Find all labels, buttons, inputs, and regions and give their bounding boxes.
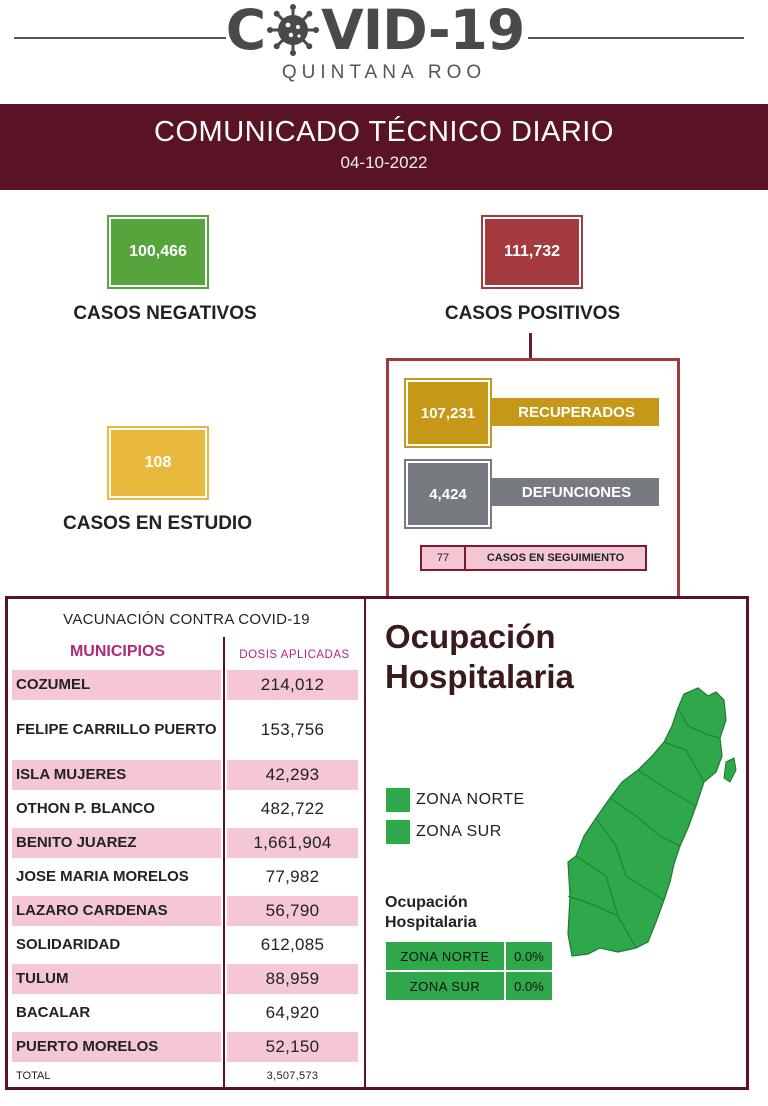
follow-up-cases-label: CASOS EN SEGUIMIENTO <box>466 547 645 569</box>
dosis-value: 64,920 <box>265 1003 320 1022</box>
municipio-name: JOSE MARIA MORELOS <box>16 868 189 885</box>
total-value: 3,507,573 <box>266 1070 319 1082</box>
covid-logo <box>222 0 528 60</box>
dosis-value: 482,722 <box>260 799 325 818</box>
municipio-name: COZUMEL <box>12 670 221 700</box>
municipio-name: BENITO JUAREZ <box>12 828 221 858</box>
positive-cases-label: CASOS POSITIVOS <box>444 303 621 324</box>
dosis-value: 56,790 <box>227 896 358 926</box>
occupancy-table <box>386 942 552 1002</box>
deaths-value-box: 4,424 <box>406 461 490 527</box>
header-rule-right <box>528 37 744 39</box>
municipio-name: LAZARO CARDENAS <box>12 896 221 926</box>
table-row <box>12 760 362 790</box>
zone-percentage: 0.0% <box>506 942 552 970</box>
municipios-header: MUNICIPIOS <box>69 643 166 660</box>
table-row <box>12 828 362 858</box>
table-total-row <box>12 1066 362 1086</box>
zone-percentage: 0.0% <box>506 972 552 1000</box>
follow-up-cases-box <box>420 545 647 571</box>
dosis-value: 52,150 <box>227 1032 358 1062</box>
municipio-name: PUERTO MORELOS <box>12 1032 221 1062</box>
legend-swatch <box>386 820 410 844</box>
logo-text-right: VID-19 <box>321 0 525 62</box>
legend-label: ZONA NORTE <box>416 791 525 808</box>
table-row <box>12 896 362 926</box>
dosis-value: 612,085 <box>260 935 325 954</box>
table-row <box>12 862 362 892</box>
map-state-shape <box>568 688 726 956</box>
dosis-header: DOSIS APLICADAS <box>239 649 350 661</box>
follow-up-cases-value: 77 <box>422 547 466 569</box>
municipio-name: BACALAR <box>16 1004 91 1021</box>
report-date: 04-10-2022 <box>340 153 428 172</box>
state-subtitle: QUINTANA ROO <box>281 62 487 83</box>
municipio-name: TULUM <box>12 964 221 994</box>
dosis-value: 1,661,904 <box>227 828 358 858</box>
legend-zona-sur <box>386 820 502 844</box>
legend-zona-norte <box>386 788 525 812</box>
zone-name: ZONA NORTE <box>386 942 504 970</box>
negative-cases-label: CASOS NEGATIVOS <box>73 303 257 324</box>
municipio-name: SOLIDARIDAD <box>16 936 121 953</box>
positive-cases-box: 111,732 <box>483 217 581 287</box>
table-row <box>12 704 362 756</box>
occupancy-title <box>385 617 574 697</box>
legend-swatch <box>386 788 410 812</box>
virus-icon <box>267 4 319 56</box>
dosis-value: 214,012 <box>227 670 358 700</box>
municipio-name: FELIPE CARRILLO PUERTO <box>16 721 217 738</box>
occupancy-title-line2: Hospitalaria <box>385 658 574 695</box>
quintana-roo-map <box>566 686 742 960</box>
title-banner <box>0 104 768 190</box>
vaccination-table <box>12 670 362 1090</box>
municipio-name: OTHON P. BLANCO <box>16 800 155 817</box>
recovered-label: RECUPERADOS <box>518 403 635 421</box>
table-row <box>12 930 362 960</box>
table-row <box>12 1032 362 1062</box>
header-rule-left <box>14 37 226 39</box>
banner-title: COMUNICADO TÉCNICO DIARIO <box>154 116 614 148</box>
cases-under-study-box: 108 <box>109 428 207 498</box>
zone-name: ZONA SUR <box>386 972 504 1000</box>
dosis-value: 42,293 <box>227 760 358 790</box>
table-row <box>12 670 362 700</box>
occupancy-title-line1: Ocupación <box>385 618 556 655</box>
occupancy-row <box>386 942 552 970</box>
logo-text-left: C <box>225 0 266 62</box>
lower-panel-divider <box>364 598 366 1088</box>
positive-connector-line <box>529 333 532 360</box>
deaths-label: DEFUNCIONES <box>521 483 632 501</box>
occupancy-subtitle <box>385 893 477 933</box>
map-island-cozumel <box>724 758 736 782</box>
deaths-label-bar <box>486 478 659 506</box>
cases-under-study-label: CASOS EN ESTUDIO <box>63 513 252 534</box>
occupancy-row <box>386 972 552 1000</box>
municipio-name: ISLA MUJERES <box>12 760 221 790</box>
table-row <box>12 794 362 824</box>
dosis-value: 88,959 <box>227 964 358 994</box>
table-row <box>12 964 362 994</box>
total-label: TOTAL <box>16 1070 51 1082</box>
legend-label: ZONA SUR <box>416 823 502 840</box>
occupancy-subtitle-line1: Ocupación <box>385 894 468 911</box>
occupancy-subtitle-line2: Hospitalaria <box>385 914 477 931</box>
dosis-value: 77,982 <box>265 867 320 886</box>
vaccination-title: VACUNACIÓN CONTRA COVID-19 <box>63 611 310 628</box>
table-row <box>12 998 362 1028</box>
recovered-label-bar <box>486 398 659 426</box>
negative-cases-box: 100,466 <box>109 217 207 287</box>
recovered-value-box: 107,231 <box>406 380 490 446</box>
dosis-value: 153,756 <box>260 720 325 739</box>
